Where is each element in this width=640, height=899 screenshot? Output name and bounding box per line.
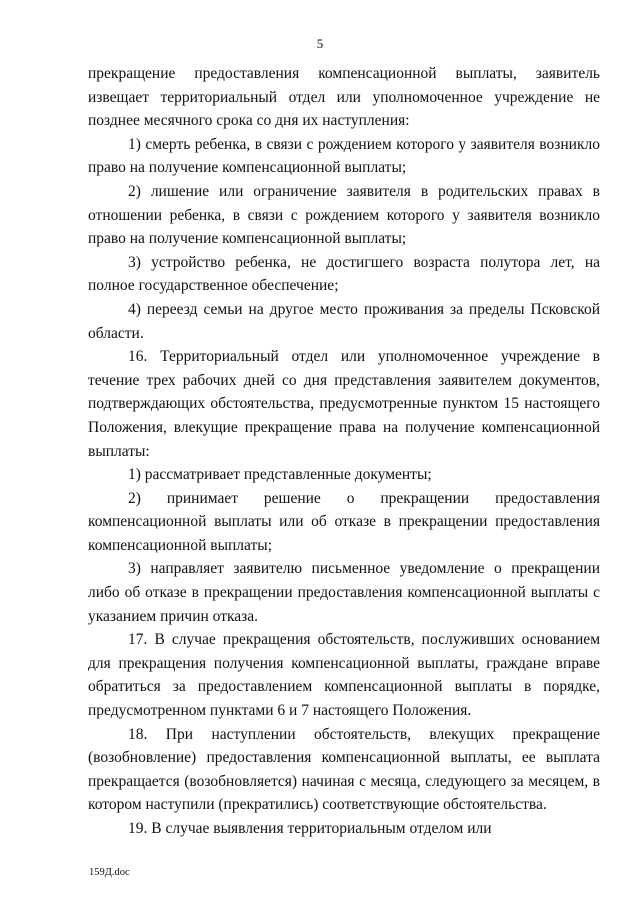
paragraph: 4) переезд семьи на другое место проживания за пределы Псковской области. xyxy=(88,300,600,342)
document-body xyxy=(88,62,600,841)
paragraph: 16. Территориальный отдел или уполномоченное учреждение в течение трех рабочих дней со дня представления заявителем документов, подтверждающих обстоятельства, предусмотренные пунктом 15 настоящего Положения, влекущие прекращение права на получение компенсационной выплаты: xyxy=(88,348,600,460)
paragraph: 1) смерть ребенка, в связи с рождением которого у заявителя возникло право на получение компенсационной выплаты; xyxy=(88,135,600,177)
paragraph: 17. В случае прекращения обстоятельств, послуживших основанием для прекращения получения компенсационной выплаты, граждане вправе обратиться за предоставлением компенсационной выплаты в порядке, предусмотренном пунктами 6 и 7 настоящего Положения. xyxy=(88,631,600,720)
paragraph: 2) лишение или ограничение заявителя в родительских правах в отношении ребенка, в связи с рождением которого у заявителя возникло право на получение компенсационной выплаты; xyxy=(88,182,600,248)
paragraph: 3) направляет заявителю письменное уведомление о прекращении либо об отказе в прекращении предоставления компенсационной выплаты с указанием причин отказа. xyxy=(88,560,600,625)
paragraph: 19. В случае выявления территориальным отделом или xyxy=(128,820,492,837)
paragraph: 3) устройство ребенка, не достигшего возраста полутора лет, на полное государственное обеспечение; xyxy=(88,253,600,295)
page-number: 5 xyxy=(316,36,324,51)
paragraph: 1) рассматривает представленные документы; xyxy=(128,466,432,484)
paragraph: 18. При наступлении обстоятельств, влекущих прекращение (возобновление) предоставления компенсационной выплаты, ее выплата прекращается (возобновляется) начиная с месяца, следующего за месяцем, в котором наступили (прекратились) соответствующие обстоятельства. xyxy=(88,725,600,814)
file-name-footer: 159Д.doc xyxy=(89,867,130,878)
paragraph: прекращение предоставления компенсационной выплаты, заявитель извещает территориальный отдел или уполномоченное учреждение не позднее месячного срока со дня их наступления: xyxy=(88,65,600,130)
paragraph: 2) принимает решение о прекращении предоставления компенсационной выплаты или об отказе в прекращении предоставления компенсационной выплаты; xyxy=(88,489,600,554)
